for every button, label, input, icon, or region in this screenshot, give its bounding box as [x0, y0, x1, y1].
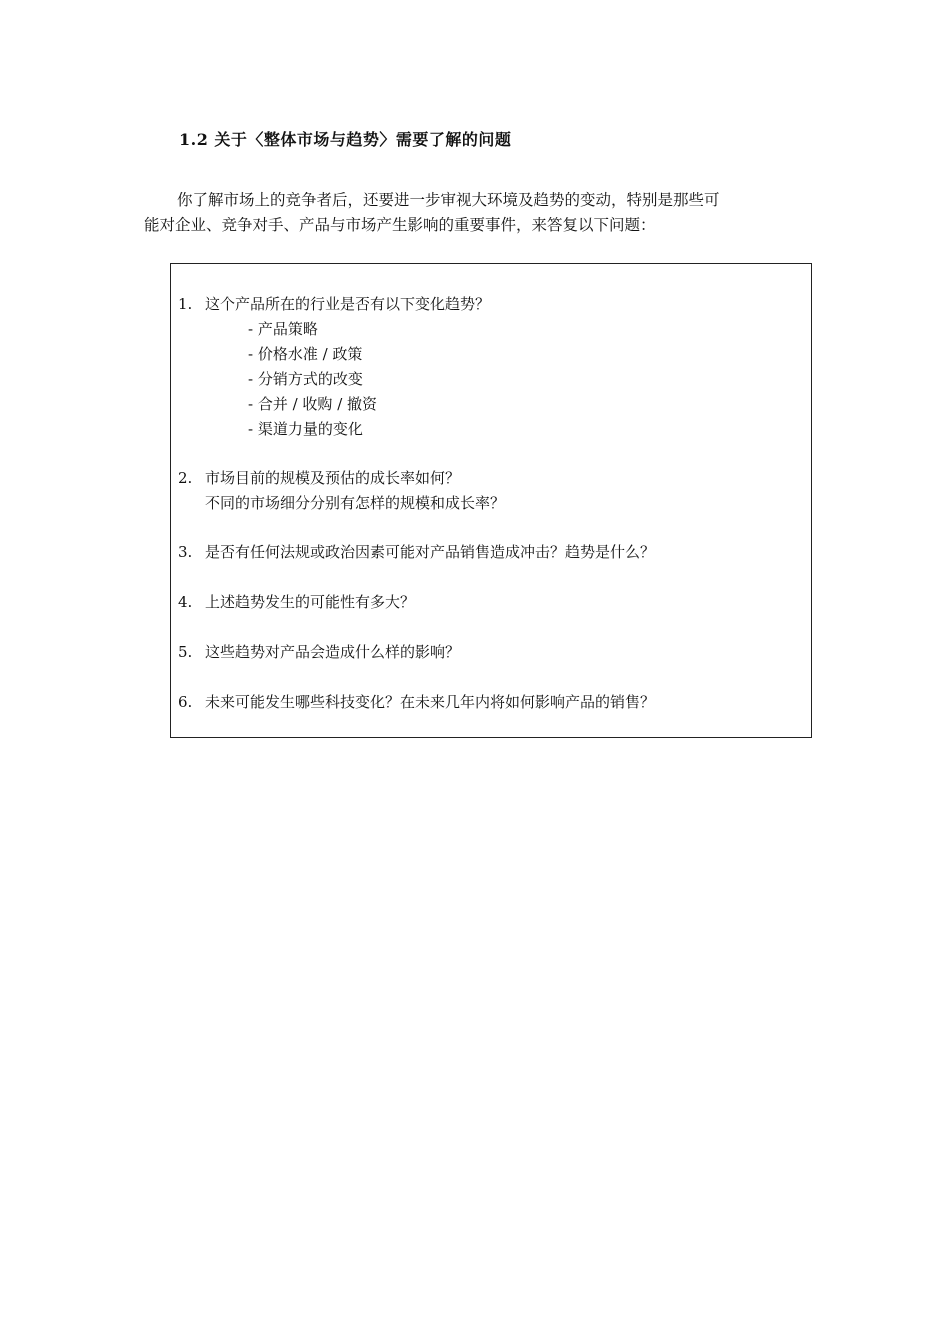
- question-4: [178, 590, 415, 615]
- subitem-channel-power: - 渠道力量的变化: [248, 420, 363, 438]
- subitem-price-policy: - 价格水准 / 政策: [248, 345, 363, 363]
- question-text: 是否有任何法规或政治因素可能对产品销售造成冲击？趋势是什么？: [205, 543, 656, 561]
- section-heading: 1.2 关于〈整体市场与趋势〉需要了解的问题: [179, 130, 512, 149]
- question-number: 3.: [178, 543, 193, 561]
- question-3: [178, 540, 655, 565]
- subitem-product-strategy: - 产品策略: [248, 320, 318, 338]
- question-text: 这些趋势对产品会造成什么样的影响？: [205, 643, 461, 661]
- question-text: 未来可能发生哪些科技变化？在未来几年内将如何影响产品的销售？: [205, 693, 656, 711]
- question-number: 2.: [178, 469, 193, 487]
- question-continuation: 不同的市场细分分别有怎样的规模和成长率？: [205, 494, 506, 512]
- question-1: [178, 292, 490, 442]
- intro-line-1: 你了解市场上的竞争者后，还要进一步审视大环境及趋势的变动，特别是那些可: [177, 191, 720, 209]
- intro-paragraph: [144, 188, 804, 238]
- question-text: 这个产品所在的行业是否有以下变化趋势？: [205, 295, 491, 313]
- subitem-distribution-change: - 分销方式的改变: [248, 370, 363, 388]
- question-2: [178, 466, 505, 516]
- intro-line-2: 能对企业、竞争对手、产品与市场产生影响的重要事件，来答复以下问题：: [144, 216, 656, 234]
- question-number: 5.: [178, 643, 193, 661]
- question-5: [178, 640, 460, 665]
- question-number: 1.: [178, 295, 193, 313]
- question-text: 市场目前的规模及预估的成长率如何？: [205, 469, 461, 487]
- subitem-merger-acquisition: - 合并 / 收购 / 撤资: [248, 395, 378, 413]
- question-6: [178, 690, 655, 715]
- question-number: 6.: [178, 693, 193, 711]
- questions-box: [170, 263, 812, 738]
- question-text: 上述趋势发生的可能性有多大？: [205, 593, 416, 611]
- question-number: 4.: [178, 593, 193, 611]
